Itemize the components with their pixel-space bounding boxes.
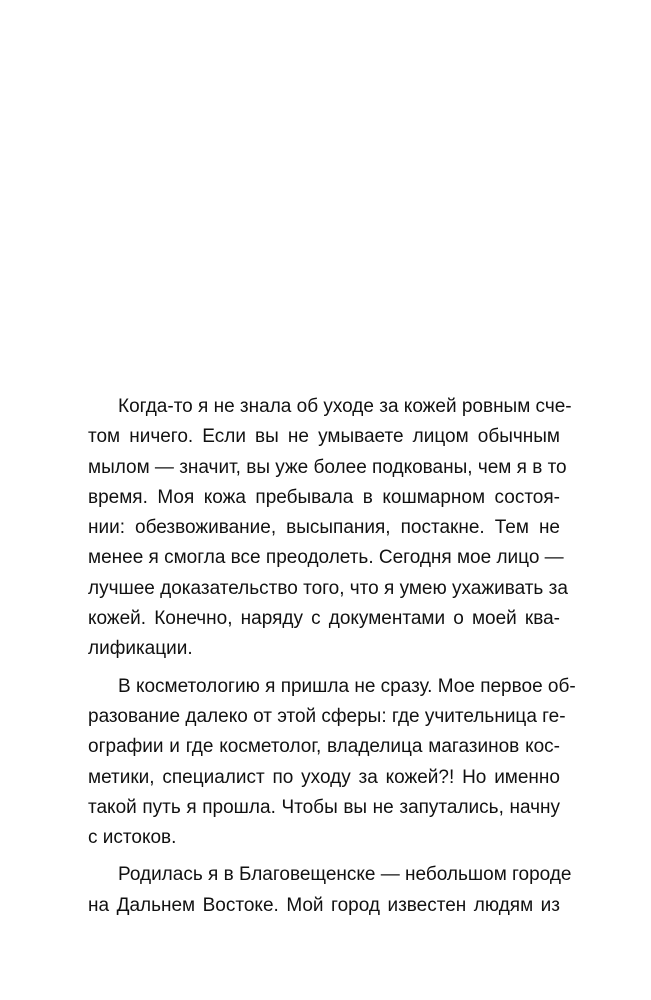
text-line: такой путь я прошла. Чтобы вы не запутались, начну xyxy=(88,796,560,818)
text-line: метики, специалист по уходу за кожей?! Но именно xyxy=(88,766,560,788)
text-line: В косметологию я пришла не сразу. Мое первое об- xyxy=(118,675,576,697)
paragraph-1 xyxy=(88,392,572,665)
text-line: мылом — значит, вы уже более подкованы, чем я в то xyxy=(88,456,567,478)
text-line: том ничего. Если вы не умываете лицом обычным xyxy=(88,426,560,448)
text-line: Когда-то я не знала об уходе за кожей ровным сче- xyxy=(118,396,572,417)
paragraph-2 xyxy=(88,672,576,854)
text-line: с истоков. xyxy=(88,827,177,849)
text-line: на Дальнем Востоке. Мой город известен людям из xyxy=(88,894,560,916)
text-line: разование далеко от этой сферы: где учительница ге- xyxy=(88,705,566,727)
text-line: лификации. xyxy=(88,638,193,660)
text-line: нии: обезвоживание, высыпания, постакне. Тем не xyxy=(88,517,560,539)
text-line: лучшее доказательство того, что я умею ухаживать за xyxy=(88,577,568,599)
text-line: Родилась я в Благовещенске — небольшом городе xyxy=(118,864,572,886)
text-line: время. Моя кожа пребывала в кошмарном состоя- xyxy=(88,486,560,508)
text-line: ографии и где косметолог, владелица магазинов кос- xyxy=(88,736,560,758)
text-line: кожей. Конечно, наряду с документами о моей ква- xyxy=(88,608,560,630)
text-line: менее я смогла все преодолеть. Сегодня мое лицо — xyxy=(88,547,564,569)
body-text xyxy=(88,392,576,921)
paragraph-3 xyxy=(88,860,572,921)
